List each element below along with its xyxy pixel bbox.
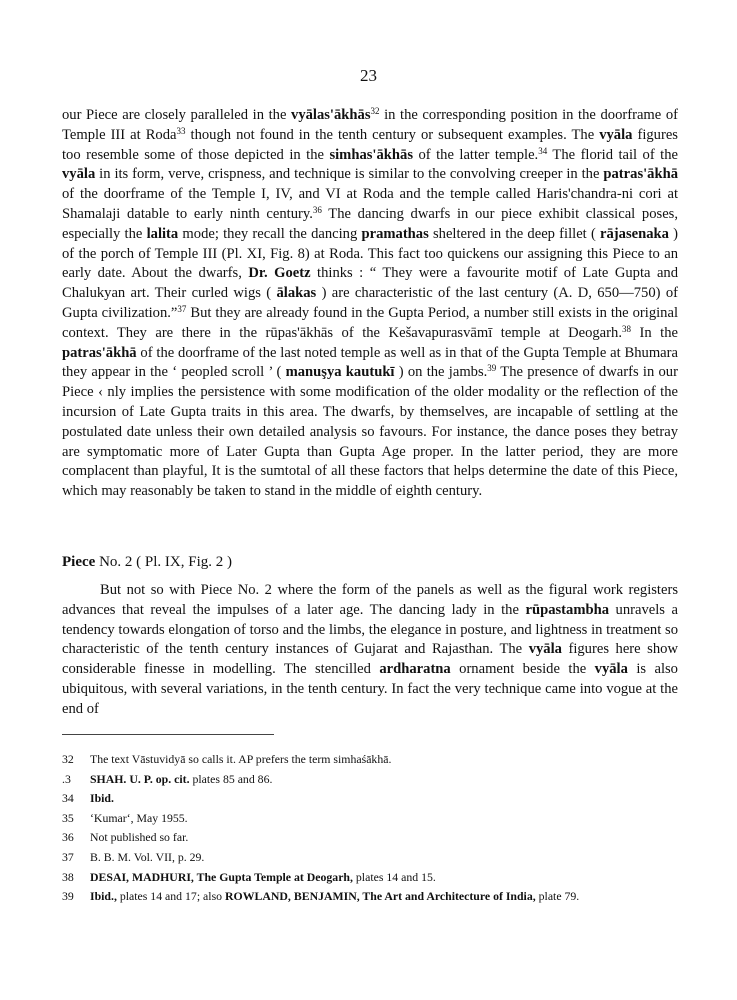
footnote-ref: 33 bbox=[176, 125, 186, 136]
footnote-separator bbox=[62, 734, 274, 735]
text-run: ) are characteristic of the last century (A. D, 650—750) of Gupta civilization.” bbox=[62, 285, 678, 321]
bold-term: Dr. Goetz bbox=[248, 265, 311, 282]
bold-term: rājasenaka bbox=[600, 225, 669, 242]
text-run: though not found in the tenth century or subsequent examples. The bbox=[185, 126, 600, 143]
footnote-ref: 32 bbox=[370, 106, 380, 116]
bold-term: ardharatna bbox=[379, 661, 451, 678]
text-run: ) on the jambs. bbox=[394, 364, 488, 381]
section-heading-prefix: Piece bbox=[62, 554, 96, 570]
footnote bbox=[62, 811, 678, 831]
footnote-ref: 34 bbox=[538, 145, 548, 156]
text-run: plates 14 and 17; also bbox=[116, 889, 226, 904]
text-run: plate 79. bbox=[535, 889, 580, 904]
bold-term: lalita bbox=[146, 225, 179, 242]
text-run: The text Vāstuvidyā so calls it. AP prefers the term simhaśākhā. bbox=[90, 752, 392, 766]
footnote-number: .3 bbox=[62, 771, 71, 786]
bold-term: rūpastambha bbox=[525, 601, 610, 618]
text-run: But they are already found in the Gupta Period, a number still exists in the original context. They are there in the rūpas'ākhās of the Kešavapurasvāmī temple at Deogarh. bbox=[62, 304, 678, 341]
text-run: unravels a tendency towards elongation of torso and the limbs, the elegance in posture, and lightness in treatment so characteristic of the tenth century instances of Gujarat and Rajasthan. The bbox=[62, 601, 678, 658]
text-run: figures too resemble some of those depicted in the bbox=[62, 126, 678, 163]
text-run: mode; they recall the dancing bbox=[178, 225, 362, 242]
footnote-number: 32 bbox=[62, 752, 74, 766]
footnote-ref: 37 bbox=[177, 303, 187, 314]
text-run: The dancing dwarfs in our piece exhibit classical poses, especially the bbox=[62, 205, 678, 242]
text-run: thinks : “ They were a favourite motif of Late Gupta and Chalukyan art. Their curled wigs ( bbox=[62, 265, 679, 302]
text-run: plates 14 and 15. bbox=[352, 869, 436, 884]
text-run: in its form, verve, crispness, and technique is similar to the convolving creeper in the bbox=[95, 166, 604, 183]
bold-term: manuşya kautukī bbox=[285, 364, 395, 381]
text-run: B. B. M. Vol. VII, p. 29. bbox=[90, 849, 205, 864]
text-run: But not so with Piece No. 2 where the form of the panels as well as the figural work registers advances that reveal the impulses of a later age. The dancing lady in the bbox=[62, 582, 678, 618]
footnote bbox=[62, 830, 678, 850]
footnote-ref: 36 bbox=[312, 204, 322, 215]
bold-term: simhas'ākhās bbox=[329, 146, 413, 163]
footnote-number: 37 bbox=[62, 849, 74, 864]
text-run: figures here show considerable finesse in modelling. The stencilled bbox=[62, 641, 678, 678]
bold-term: Ibid. bbox=[90, 791, 114, 806]
bold-term: SHAH. U. P. op. cit. bbox=[90, 771, 190, 786]
text-run: of the doorframe of the last noted temple as well as in that of the Gupta Temple at Bhumara they appear in the ‘ peopled scroll ’ ( bbox=[62, 344, 678, 381]
footnote-number: 35 bbox=[62, 810, 74, 825]
footnote-ref: 38 bbox=[621, 323, 631, 334]
bold-term: patras'ākhā bbox=[603, 166, 678, 183]
footnotes bbox=[62, 752, 678, 909]
footnote-ref: 39 bbox=[487, 363, 497, 374]
bold-term: vyāla bbox=[528, 641, 562, 658]
footnote-number: 34 bbox=[62, 791, 74, 806]
text-run: ornament beside the bbox=[450, 661, 595, 678]
bold-term: ROWLAND, BENJAMIN, The Art and Architecture of India, bbox=[225, 889, 536, 904]
bold-term: patras'ākhā bbox=[62, 344, 137, 361]
section-heading-rest: No. 2 ( Pl. IX, Fig. 2 ) bbox=[95, 554, 232, 570]
text-run: The florid tail of the bbox=[547, 146, 679, 163]
text-run: The presence of dwarfs in our Piece ‹ nly implies the persistence with some modification of the older modality or the reflection of the incursion of Late Gupta traits in this area. The dwarfs, by themselves, are incapable of settling at the postulated date unless their own detailed analysis so favours. For instance, the dance poses they betray are symptomatic more of Later Gupta than Gupta Age proper. In the latter period, they are more complacent than playful, It is the sumtotal of all these factors that helps determine the date of this Piece, which may reasonably be taken to stand in the middle of eighth century. bbox=[62, 364, 678, 500]
body-paragraph-1 bbox=[62, 106, 678, 502]
section-heading bbox=[62, 554, 232, 571]
text-run: in the corresponding position in the doorframe of Temple III at Roda bbox=[62, 107, 678, 143]
bold-term: Ibid., bbox=[90, 889, 117, 904]
text-run: sheltered in the deep fillet ( bbox=[428, 225, 601, 242]
footnote-number: 38 bbox=[62, 869, 74, 884]
text-run: ) of the porch of Temple III (Pl. XI, Fig. 8) at Roda. This fact too quickens our assigning this Piece to an early date. About the dwarfs, bbox=[62, 225, 679, 282]
text-run: In the bbox=[630, 324, 678, 341]
text-run: is also ubiquitous, with several variations, in the tenth century. In fact the very technique came into vogue at the end of bbox=[62, 661, 678, 717]
bold-term: pramathas bbox=[361, 225, 429, 242]
bold-term: vyālas'ākhās bbox=[291, 107, 371, 123]
footnote-number: 36 bbox=[62, 830, 74, 845]
text-run: our Piece are closely paralleled in the bbox=[62, 107, 292, 123]
page-number: 23 bbox=[360, 66, 377, 85]
footnote bbox=[62, 791, 678, 811]
bold-term: vyāla bbox=[62, 166, 96, 183]
footnote bbox=[62, 772, 678, 792]
footnote bbox=[62, 889, 678, 909]
bold-term: vyāla bbox=[599, 126, 633, 143]
body-paragraph-2 bbox=[62, 581, 678, 720]
bold-term: vyāla bbox=[594, 661, 628, 678]
text-run: of the doorframe of the Temple I, IV, and VI at Roda and the temple called Haris'chandra-ni cori at Shamalaji datable to early ninth century. bbox=[62, 186, 678, 222]
footnote-number: 39 bbox=[62, 889, 74, 904]
bold-term: DESAI, MADHURI, The Gupta Temple at Deogarh, bbox=[90, 869, 353, 884]
text-run: ‘Kumar‘, May 1955. bbox=[90, 810, 188, 825]
footnote bbox=[62, 752, 678, 772]
text-run: plates 85 and 86. bbox=[189, 771, 273, 786]
bold-term: ālakas bbox=[276, 285, 317, 302]
footnote bbox=[62, 870, 678, 890]
footnote bbox=[62, 850, 678, 870]
text-run: Not published so far. bbox=[90, 830, 189, 845]
text-run: of the latter temple. bbox=[413, 146, 539, 163]
